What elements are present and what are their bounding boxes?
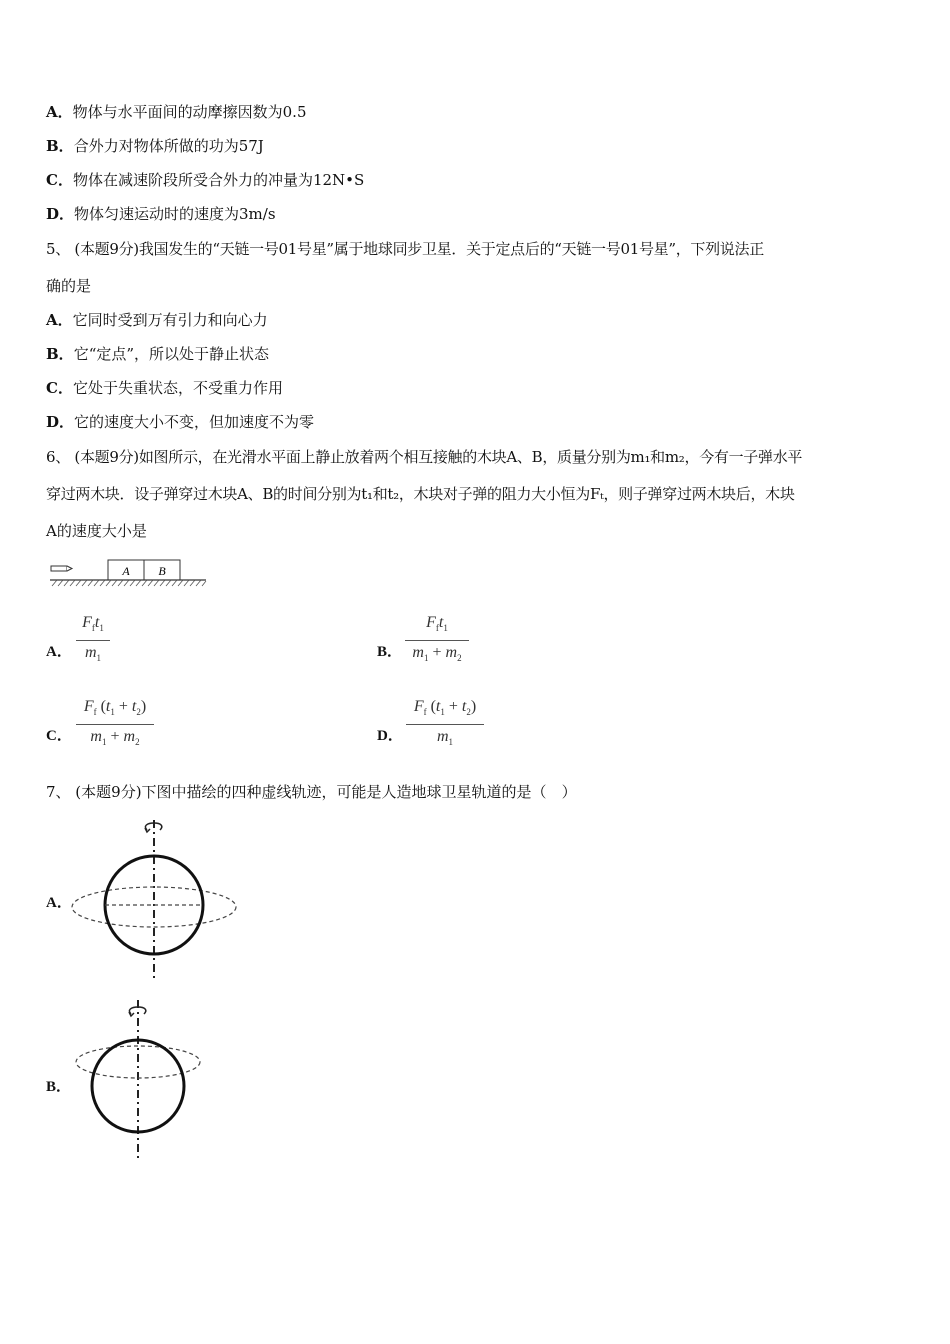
q5-option-d-text: 它的速度大小不变，但加速度不为零	[74, 413, 315, 431]
q6-stem-line3: A的速度大小是	[46, 522, 147, 540]
q4-option-c-label: C．	[46, 171, 73, 189]
fraction-bar	[405, 640, 469, 641]
q5-option-b	[46, 344, 269, 364]
q6-option-b-numerator: $F_ft_1$	[426, 614, 448, 634]
q5-option-b-text: 它“定点”，所以处于静止状态	[73, 345, 270, 363]
q6-option-b-denominator: $m_1 + m_2$	[412, 644, 462, 664]
q6-figure	[48, 558, 208, 592]
q7-option-b-label: B．	[46, 1079, 72, 1095]
q4-option-a	[46, 102, 307, 122]
q6-option-a-fraction	[76, 613, 110, 668]
q7-stem-line1: 7、 (本题9分)下图中描绘的四种虚线轨迹，可能是人造地球卫星轨道的是（ ）	[46, 783, 577, 801]
q5-option-a	[46, 310, 268, 330]
q4-option-c	[46, 170, 364, 190]
q7-option-a-label: A．	[46, 895, 72, 911]
q7-option-a-diagram	[70, 820, 240, 982]
q6-option-a-label: A．	[46, 644, 72, 660]
q5-option-a-text: 它同时受到万有引力和向心力	[72, 311, 268, 329]
fraction-bar	[406, 724, 484, 725]
q6-option-a-denominator: $m_1$	[84, 644, 102, 664]
q6-option-c-fraction	[76, 697, 154, 752]
q6-stem-line1: 6、 (本题9分)如图所示，在光滑水平面上静止放着两个相互接触的木块A、B，质量分别为m₁和m₂，今有一子弹水平	[46, 448, 803, 466]
q6-option-b-fraction	[405, 613, 469, 668]
q5-option-d	[46, 412, 314, 432]
block-b-label: B	[158, 564, 166, 578]
bullet-icon	[51, 566, 72, 571]
q5-option-a-label: A．	[46, 311, 73, 329]
q4-option-d-text: 物体匀速运动时的速度为3m/s	[74, 205, 276, 223]
q6-option-b-label: B．	[377, 644, 403, 660]
q4-option-a-label: A．	[46, 103, 73, 121]
q5-option-c	[46, 378, 283, 398]
q5-option-c-label: C．	[46, 379, 73, 397]
q6-stem-line2: 穿过两木块．设子弹穿过木块A、B的时间分别为t₁和t₂，木块对子弹的阻力大小恒为Fₜ，则子弹穿过两木块后，木块	[46, 485, 795, 503]
q5-option-d-label: D．	[46, 413, 75, 431]
q6-option-d-numerator: $F_f$ $(t_1 + t_2)$	[413, 698, 477, 718]
rotation-arrow-icon	[129, 1007, 146, 1016]
q6-option-c-denominator: $m_1 + m_2$	[90, 728, 140, 748]
q4-option-b-text: 合外力对物体所做的功为57J	[73, 137, 264, 155]
floor-hatching	[52, 580, 206, 586]
q4-option-b-label: B．	[46, 137, 74, 155]
q4-option-a-text: 物体与水平面间的动摩擦因数为0.5	[72, 103, 307, 121]
q6-option-c-numerator: $F_f$ $(t_1 + t_2)$	[83, 698, 147, 718]
q4-option-b	[46, 136, 264, 156]
q6-option-d-denominator: $m_1$	[436, 728, 454, 748]
q5-stem-line2: 确的是	[46, 277, 92, 295]
q5-option-c-text: 它处于失重状态，不受重力作用	[72, 379, 283, 397]
q4-option-d	[46, 204, 276, 224]
q6-option-d-label: D．	[377, 728, 403, 744]
q6-option-c-label: C．	[46, 728, 72, 744]
q4-option-d-label: D．	[46, 205, 75, 223]
q6-option-a-numerator: $F_ft_1$	[82, 614, 104, 634]
block-a-label: A	[122, 564, 130, 578]
fraction-bar	[76, 640, 110, 641]
q6-option-d-fraction	[406, 697, 484, 752]
q7-option-b-diagram	[72, 1000, 202, 1162]
q5-stem-line1: 5、 (本题9分)我国发生的“天链一号01号星”属于地球同步卫星．关于定点后的“天链一号01号星”，下列说法正	[46, 240, 764, 258]
q5-option-b-label: B．	[46, 345, 74, 363]
fraction-bar	[76, 724, 154, 725]
q4-option-c-text: 物体在减速阶段所受合外力的冲量为12N•S	[72, 171, 365, 189]
